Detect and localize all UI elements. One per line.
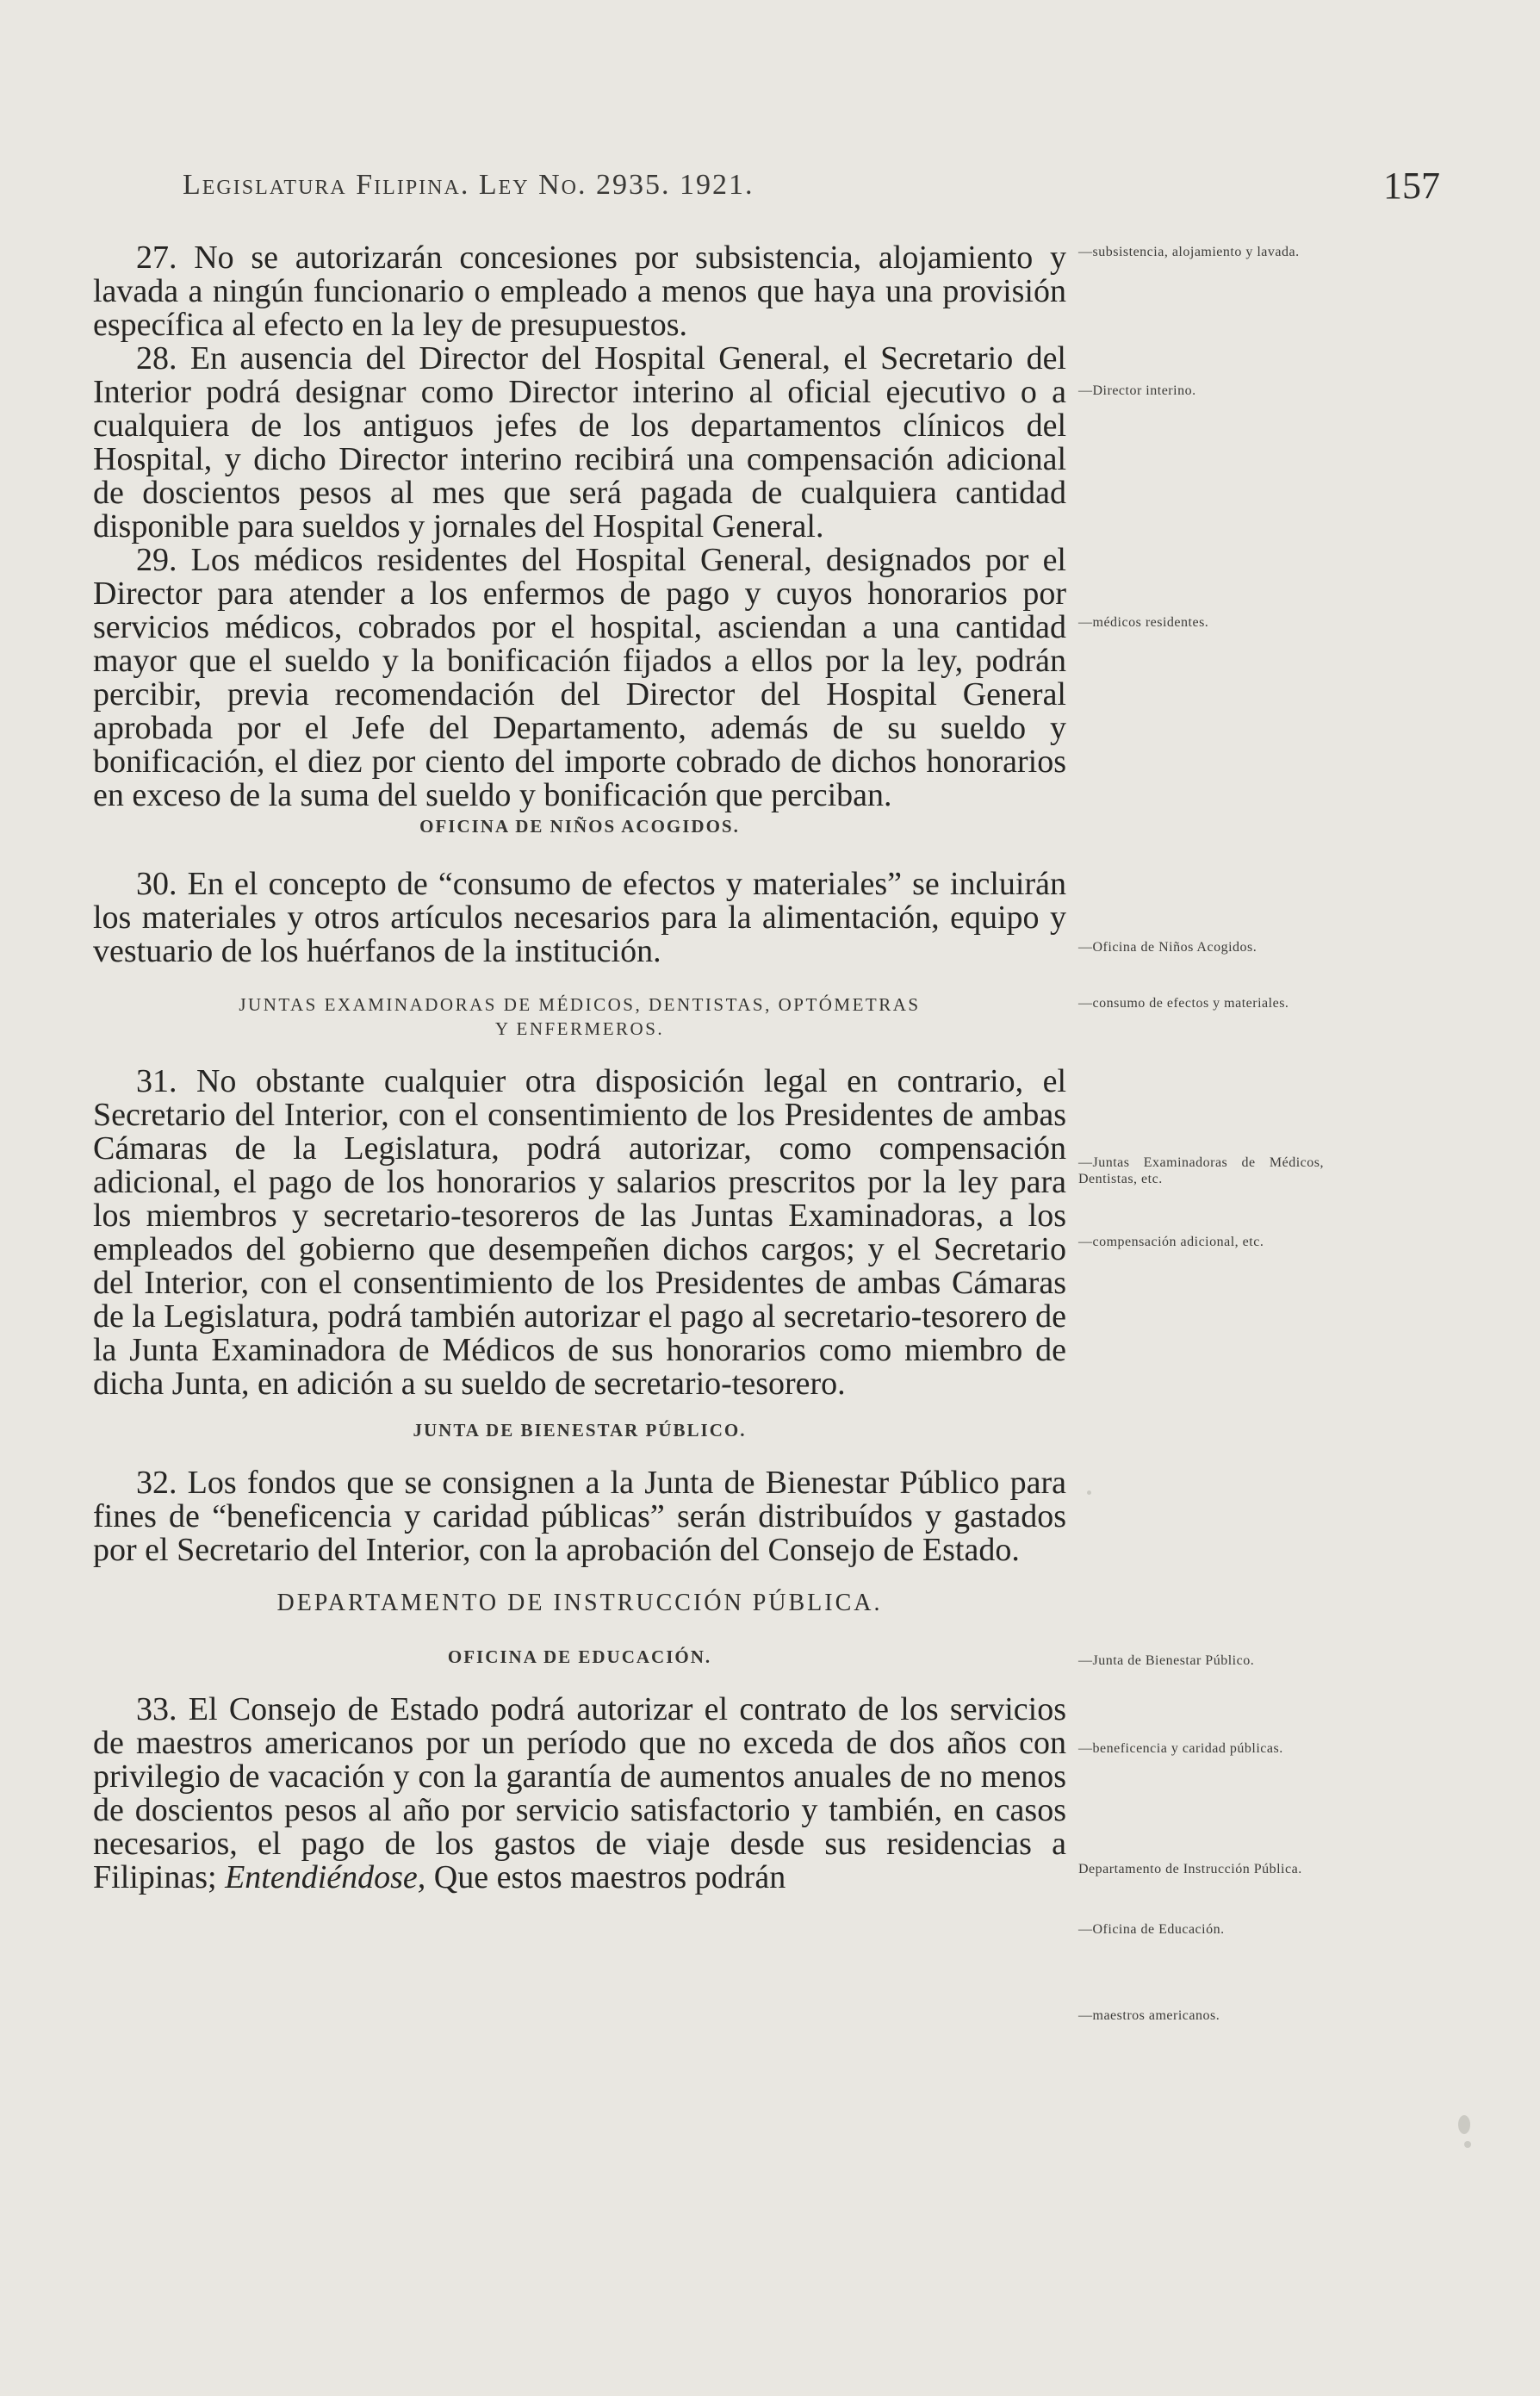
section-29: 29. Los médicos residentes del Hospital General, designados por el Director para atender a los enfermos de pago y cuyos honorarios por servicios médicos, cobrados por el hospital, asciendan a una cantidad mayor que el sueldo y la bonificación fijados a ellos por la ley, podrán percibir, previa recomendación del Director del Hospital General aprobada por el Jefe del Departamento, además de su sueldo y bonificación, el diez por ciento del importe cobrado de dichos honorarios en exceso de la suma del sueldo y bonificación que perciban. (93, 542, 1066, 813)
section-33 (93, 1693, 1066, 1895)
heading-juntas-line2: Y ENFERMEROS. (494, 1018, 665, 1039)
section-33-tail: Que estos maestros podrán (433, 1859, 786, 1895)
section-33-text: 33. El Consejo de Estado podrá autorizar el contrato de los servicios de maestros americanos por un período que no exceda de dos años con privilegio de vacación y con la garantía de aumentos anuales de no menos de doscientos pesos al año por servicio satisfactorio y también, en casos necesarios, el pago de los gastos de viaje desde sus residencias a Filipinas; (93, 1691, 1066, 1895)
scan-speck (1458, 2115, 1470, 2134)
margin-note-juntas: —Juntas Examinadoras de Médicos, Dentistas, etc. (1078, 1155, 1324, 1186)
heading-departamento: DEPARTAMENTO DE INSTRUCCIÓN PÚBLICA. (276, 1590, 883, 1616)
margin-note-maestros: —maestros americanos. (1078, 2008, 1220, 2023)
margin-note-medicos-residentes: —médicos residentes. (1078, 615, 1209, 630)
heading-juntas-line1: JUNTAS EXAMINADORAS DE MÉDICOS, DENTISTAS, OPTÓMETRAS (239, 994, 921, 1015)
margin-note-educacion: —Oficina de Educación. (1078, 1922, 1225, 1937)
margin-note-director-interino: —Director interino. (1078, 383, 1196, 398)
section-32: 32. Los fondos que se consignen a la Junta de Bienestar Público para fines de “beneficencia y caridad públicas” serán distribuídos y gastados por el Secretario del Interior, con la aprobación del Consejo de Estado. (93, 1465, 1066, 1568)
margin-note-subsistencia: —subsistencia, alojamiento y lavada. (1078, 245, 1300, 259)
margin-note-compensacion: —compensación adicional, etc. (1078, 1235, 1264, 1249)
heading-bienestar: JUNTA DE BIENESTAR PÚBLICO. (413, 1420, 747, 1441)
margin-note-departamento: Departamento de Instrucción Pública. (1078, 1862, 1302, 1876)
section-31: 31. No obstante cualquier otra disposición legal en contrario, el Secretario del Interior, con el consentimiento de los Presidentes de ambas Cámaras de la Legislatura, podrá autorizar, como compensación adicional, el pago de los honorarios y salarios prescritos por la ley para los miembros y secretario-tesoreros de las Juntas Examinadoras, a los empleados del gobierno que desempeñen dichos cargos; y el Secretario del Interior, con el consentimiento de los Presidentes de ambas Cámaras de la Legislatura, podrá también autorizar el pago al secretario-tesorero de la Junta Examinadora de Médicos de sus honorarios como miembro de dicha Junta, en adición a su sueldo de secretario-tesorero. (93, 1063, 1066, 1402)
section-28: 28. En ausencia del Director del Hospital General, el Secretario del Interior podrá designar como Director interino al oficial ejecutivo o a cualquiera de los antiguos jefes de los departamentos clínicos del Hospital, y dicho Director interino recibirá una compensación adicional de doscientos pesos al mes que será pagada de cualquiera cantidad disponible para sueldos y jornales del Hospital General. (93, 340, 1066, 545)
margin-note-bienestar: —Junta de Bienestar Público. (1078, 1653, 1255, 1668)
section-33-italic: Entendiéndose, (225, 1859, 426, 1895)
section-30: 30. En el concepto de “consumo de efectos y materiales” se incluirán los materiales y otros artículos necesarios para la alimentación, equipo y vestuario de los huérfanos de la institución. (93, 866, 1066, 969)
margin-note-consumo: —consumo de efectos y materiales. (1078, 996, 1289, 1011)
running-header (183, 165, 1440, 212)
header-title: Legislatura Filipina. Ley No. 2935. 1921. (183, 169, 754, 201)
heading-educacion: OFICINA DE EDUCACIÓN. (447, 1646, 712, 1667)
heading-oficina-ninos: OFICINA DE NIÑOS ACOGIDOS. (419, 816, 740, 837)
page-number: 157 (1383, 165, 1440, 207)
margin-note-oficina-ninos: —Oficina de Niños Acogidos. (1078, 940, 1257, 955)
section-27: 27. No se autorizarán concesiones por subsistencia, alojamiento y lavada a ningún funcionario o empleado a menos que haya una provisión específica al efecto en la ley de presupuestos. (93, 240, 1066, 343)
scan-speck (1464, 2141, 1471, 2148)
margin-note-beneficencia: —beneficencia y caridad públicas. (1078, 1741, 1283, 1756)
scan-speck (1087, 1490, 1091, 1495)
main-text-column (93, 241, 1066, 1895)
